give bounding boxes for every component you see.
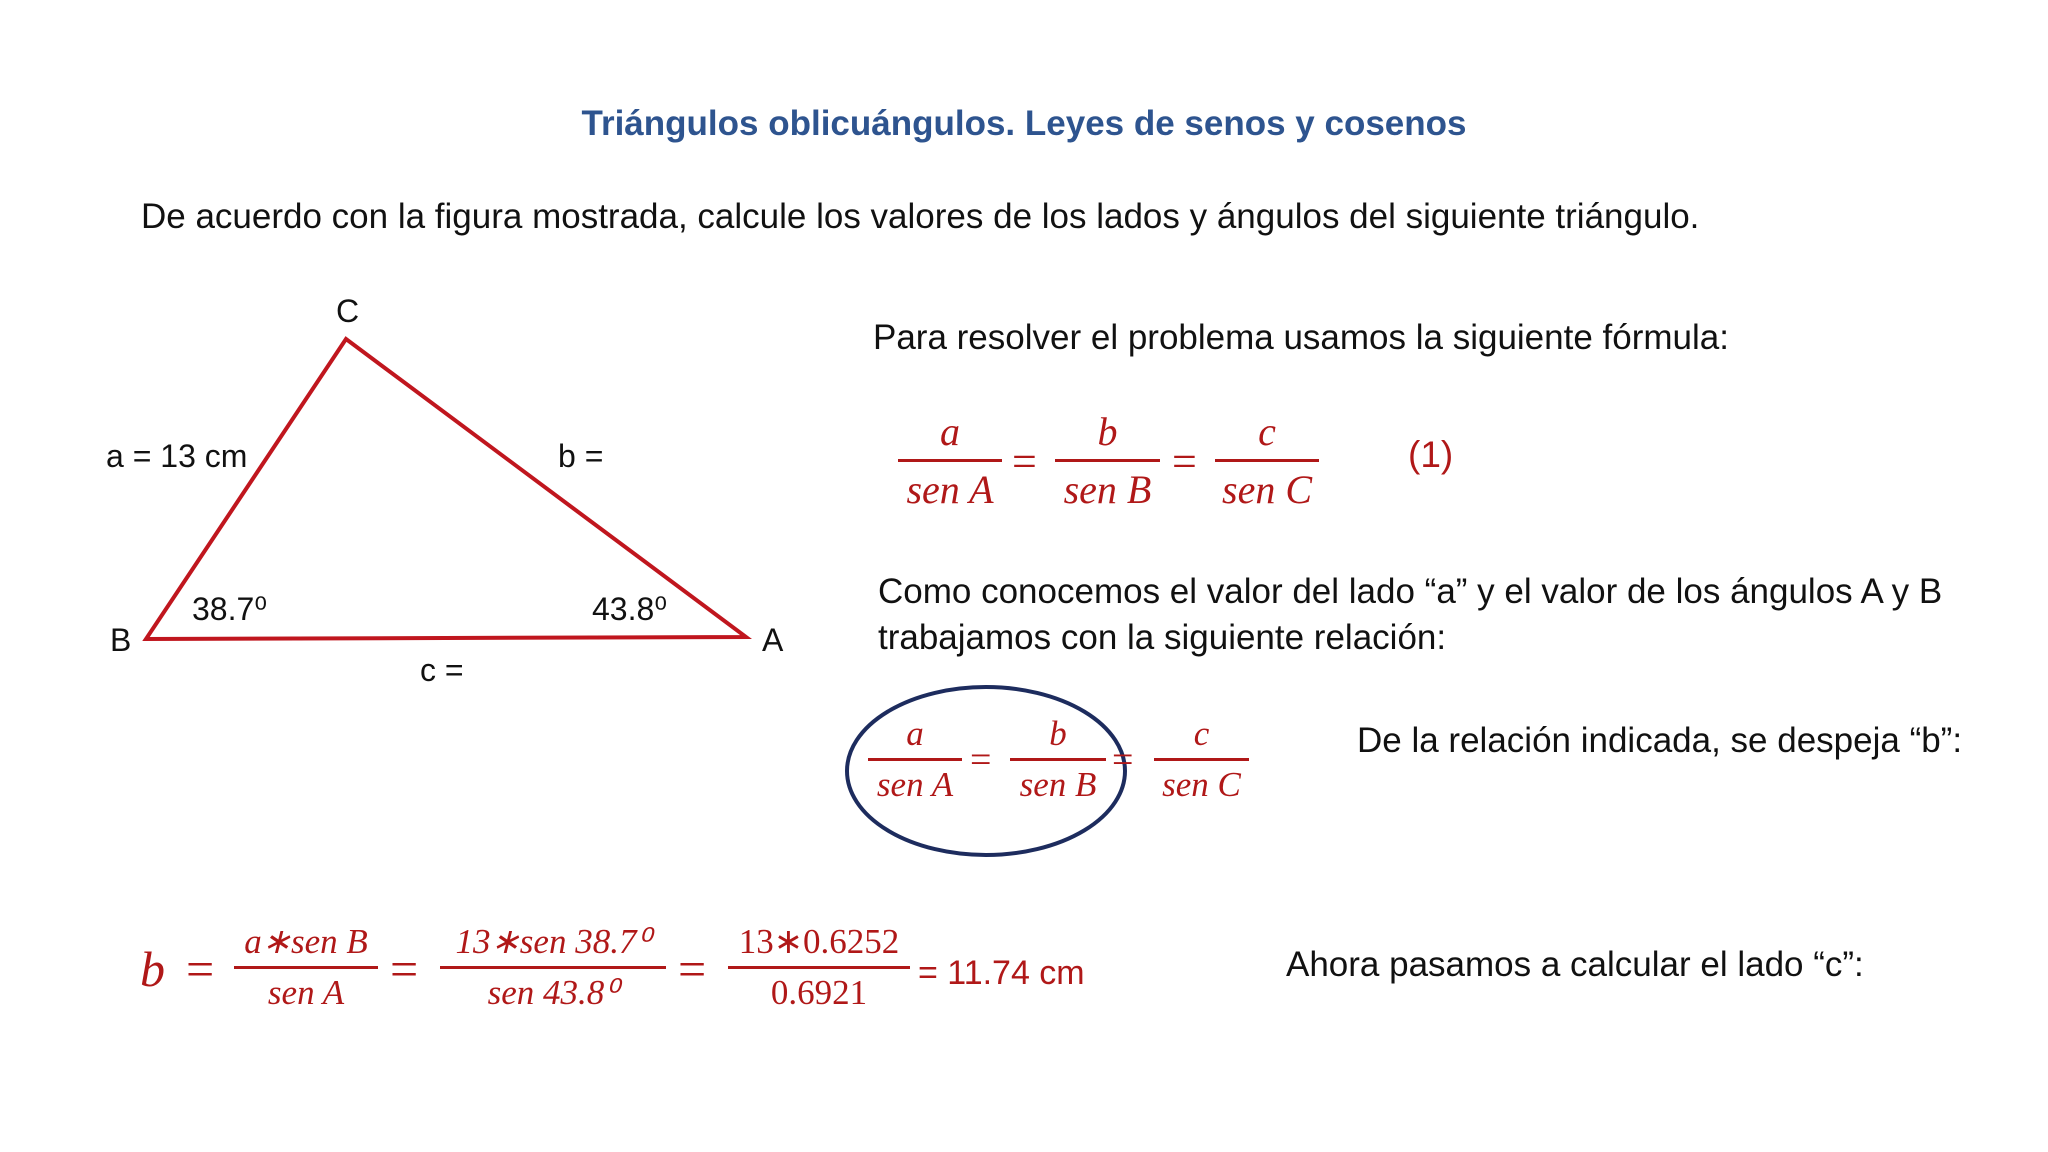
side-b-label: b = [558,438,604,474]
denominator: sen C [1222,467,1312,512]
side-a-label: a = 13 cm [106,438,248,474]
solution-fraction-1 [234,922,378,1013]
relation-text-line-1: Como conocemos el valor del lado “a” y el valor de los ángulos A y B [878,572,1943,611]
denominator: sen B [1019,765,1097,804]
denominator: sen 43.8⁰ [487,973,619,1012]
solution-fraction-2 [440,922,666,1013]
vertex-b-label: B [110,622,132,658]
numerator: b [1049,714,1067,753]
denominator: 0.6921 [770,973,868,1012]
numerator: c [1258,409,1276,454]
angle-b-label: 38.7⁰ [192,591,268,627]
numerator: c [1193,714,1210,753]
problem-statement: De acuerdo con la figura mostrada, calcule los valores de los lados y ángulos del siguiente triángulo. [141,197,1700,236]
side-c-label: c = [420,652,464,688]
equals-sign: = [970,739,992,781]
equals-sign: = [1172,437,1197,486]
next-step-text: Ahora pasamos a calcular el lado “c”: [1286,945,1864,984]
angle-a-label: 43.8⁰ [592,591,668,627]
denominator: sen C [1162,765,1241,804]
formula-intro-text: Para resolver el problema usamos la siguiente fórmula: [873,318,1729,357]
equals-sign: = [1012,437,1037,486]
relation-fraction-b [1010,714,1106,805]
denominator: sen A [267,973,345,1012]
numerator: b [1097,409,1118,454]
numerator: a [906,714,924,753]
denominator: sen B [1063,467,1152,512]
relation-text-line-2: trabajamos con la siguiente relación: [878,618,1447,657]
equals-sign: = [1112,739,1134,781]
numerator: a∗sen B [244,922,368,961]
equals-sign: = [186,941,215,997]
equation-number: (1) [1408,434,1454,475]
denominator: sen A [906,467,994,512]
solution-result: = 11.74 cm [918,954,1085,992]
denominator: sen A [876,765,954,804]
relation-fraction-c [1154,714,1249,805]
despeja-text: De la relación indicada, se despeja “b”: [1357,721,1963,760]
equals-sign: = [678,941,707,997]
vertex-a-label: A [762,622,784,658]
vertex-c-label: C [336,293,360,329]
relation-fraction-a [868,714,962,805]
numerator: a [940,409,960,454]
solution-fraction-3 [728,922,910,1013]
equals-sign: = [390,941,419,997]
numerator: 13∗0.6252 [738,922,900,961]
page-title: Triángulos oblicuángulos. Leyes de senos y cosenos [581,104,1467,143]
numerator: 13∗sen 38.7⁰ [455,922,651,961]
solution-lhs: b [140,941,165,997]
